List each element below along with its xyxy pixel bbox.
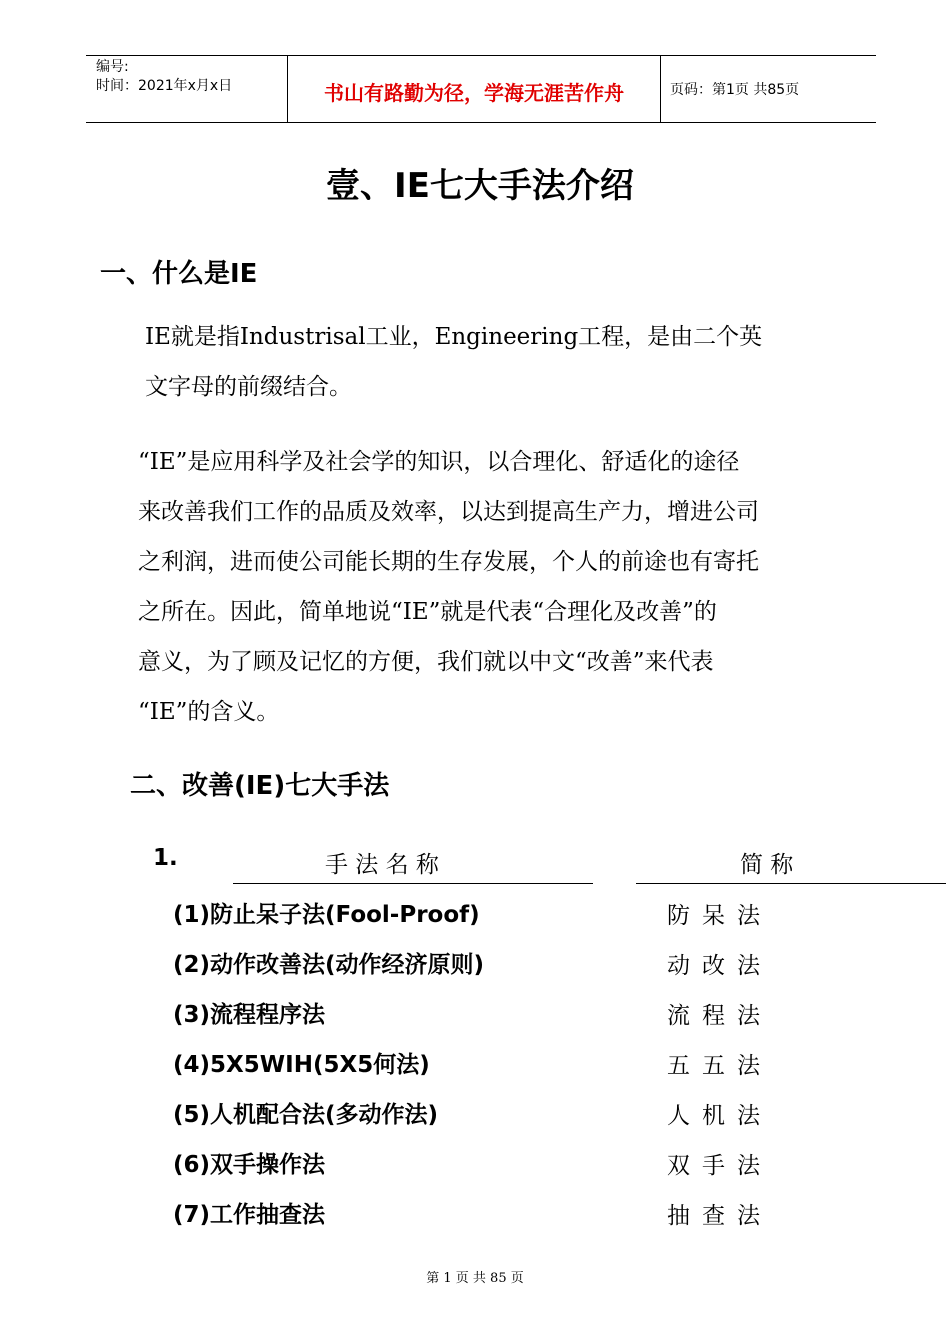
method-abbreviation: 双手法 bbox=[667, 1153, 772, 1179]
section1-heading: 一、什么是IE bbox=[100, 259, 258, 289]
method-name: (5)人机配合法(多动作法) bbox=[173, 1102, 439, 1128]
list-number: 1. bbox=[153, 845, 178, 871]
paragraph-line: 之所在。因此，简单地说“IE”就是代表“合理化及改善”的 bbox=[138, 599, 717, 625]
header-divider-right bbox=[660, 55, 661, 122]
method-name: (6)双手操作法 bbox=[173, 1152, 326, 1178]
paragraph-line: 意义，为了顾及记忆的方便，我们就以中文“改善”来代表 bbox=[138, 649, 714, 675]
header-time-label: 时间：2021年x月x日 bbox=[96, 78, 233, 94]
method-abbreviation: 防呆法 bbox=[667, 903, 772, 929]
header-number-label: 编号: bbox=[96, 59, 129, 75]
header-motto: 书山有路勤为径，学海无涯苦作舟 bbox=[324, 81, 624, 105]
document-title: 壹、IE七大手法介绍 bbox=[326, 166, 634, 206]
header-page-info: 页码：第1页 共85页 bbox=[670, 82, 800, 98]
paragraph-line: “IE”是应用科学及社会学的知识，以合理化、舒适化的途径 bbox=[138, 449, 740, 475]
section2-heading: 二、改善(IE)七大手法 bbox=[130, 771, 390, 801]
method-name: (2)动作改善法(动作经济原则) bbox=[173, 952, 485, 978]
method-name: (7)工作抽查法 bbox=[173, 1202, 326, 1228]
method-abbreviation: 人机法 bbox=[667, 1103, 772, 1129]
method-name: (1)防止呆子法(Fool-Proof) bbox=[173, 902, 480, 928]
paragraph-line: IE就是指Industrisal工业，Engineering工程，是由二个英 bbox=[145, 324, 763, 350]
column-header-method-name: 手 法 名 称 bbox=[325, 852, 439, 878]
column-header-abbreviation: 简 称 bbox=[740, 852, 794, 878]
method-name: (3)流程程序法 bbox=[173, 1002, 326, 1028]
method-abbreviation: 流程法 bbox=[667, 1003, 772, 1029]
column-rule-left bbox=[233, 883, 593, 884]
header-top-rule bbox=[86, 55, 876, 56]
column-rule-right bbox=[636, 883, 946, 884]
section1-paragraph-1 bbox=[145, 312, 867, 412]
method-name: (4)5X5WIH(5X5何法) bbox=[173, 1052, 430, 1078]
section1-paragraph-2 bbox=[138, 437, 860, 737]
method-abbreviation: 抽查法 bbox=[667, 1203, 772, 1229]
paragraph-line: 来改善我们工作的品质及效率，以达到提高生产力，增进公司 bbox=[138, 499, 759, 525]
paragraph-line: “IE”的含义。 bbox=[138, 699, 280, 725]
paragraph-line: 文字母的前缀结合。 bbox=[145, 374, 352, 400]
method-abbreviation: 动改法 bbox=[667, 953, 772, 979]
page-footer: 第 1 页 共 85 页 bbox=[426, 1271, 524, 1286]
method-abbreviation: 五五法 bbox=[667, 1053, 772, 1079]
paragraph-line: 之利润，进而使公司能长期的生存发展，个人的前途也有寄托 bbox=[138, 549, 759, 575]
header-bottom-rule bbox=[86, 122, 876, 123]
